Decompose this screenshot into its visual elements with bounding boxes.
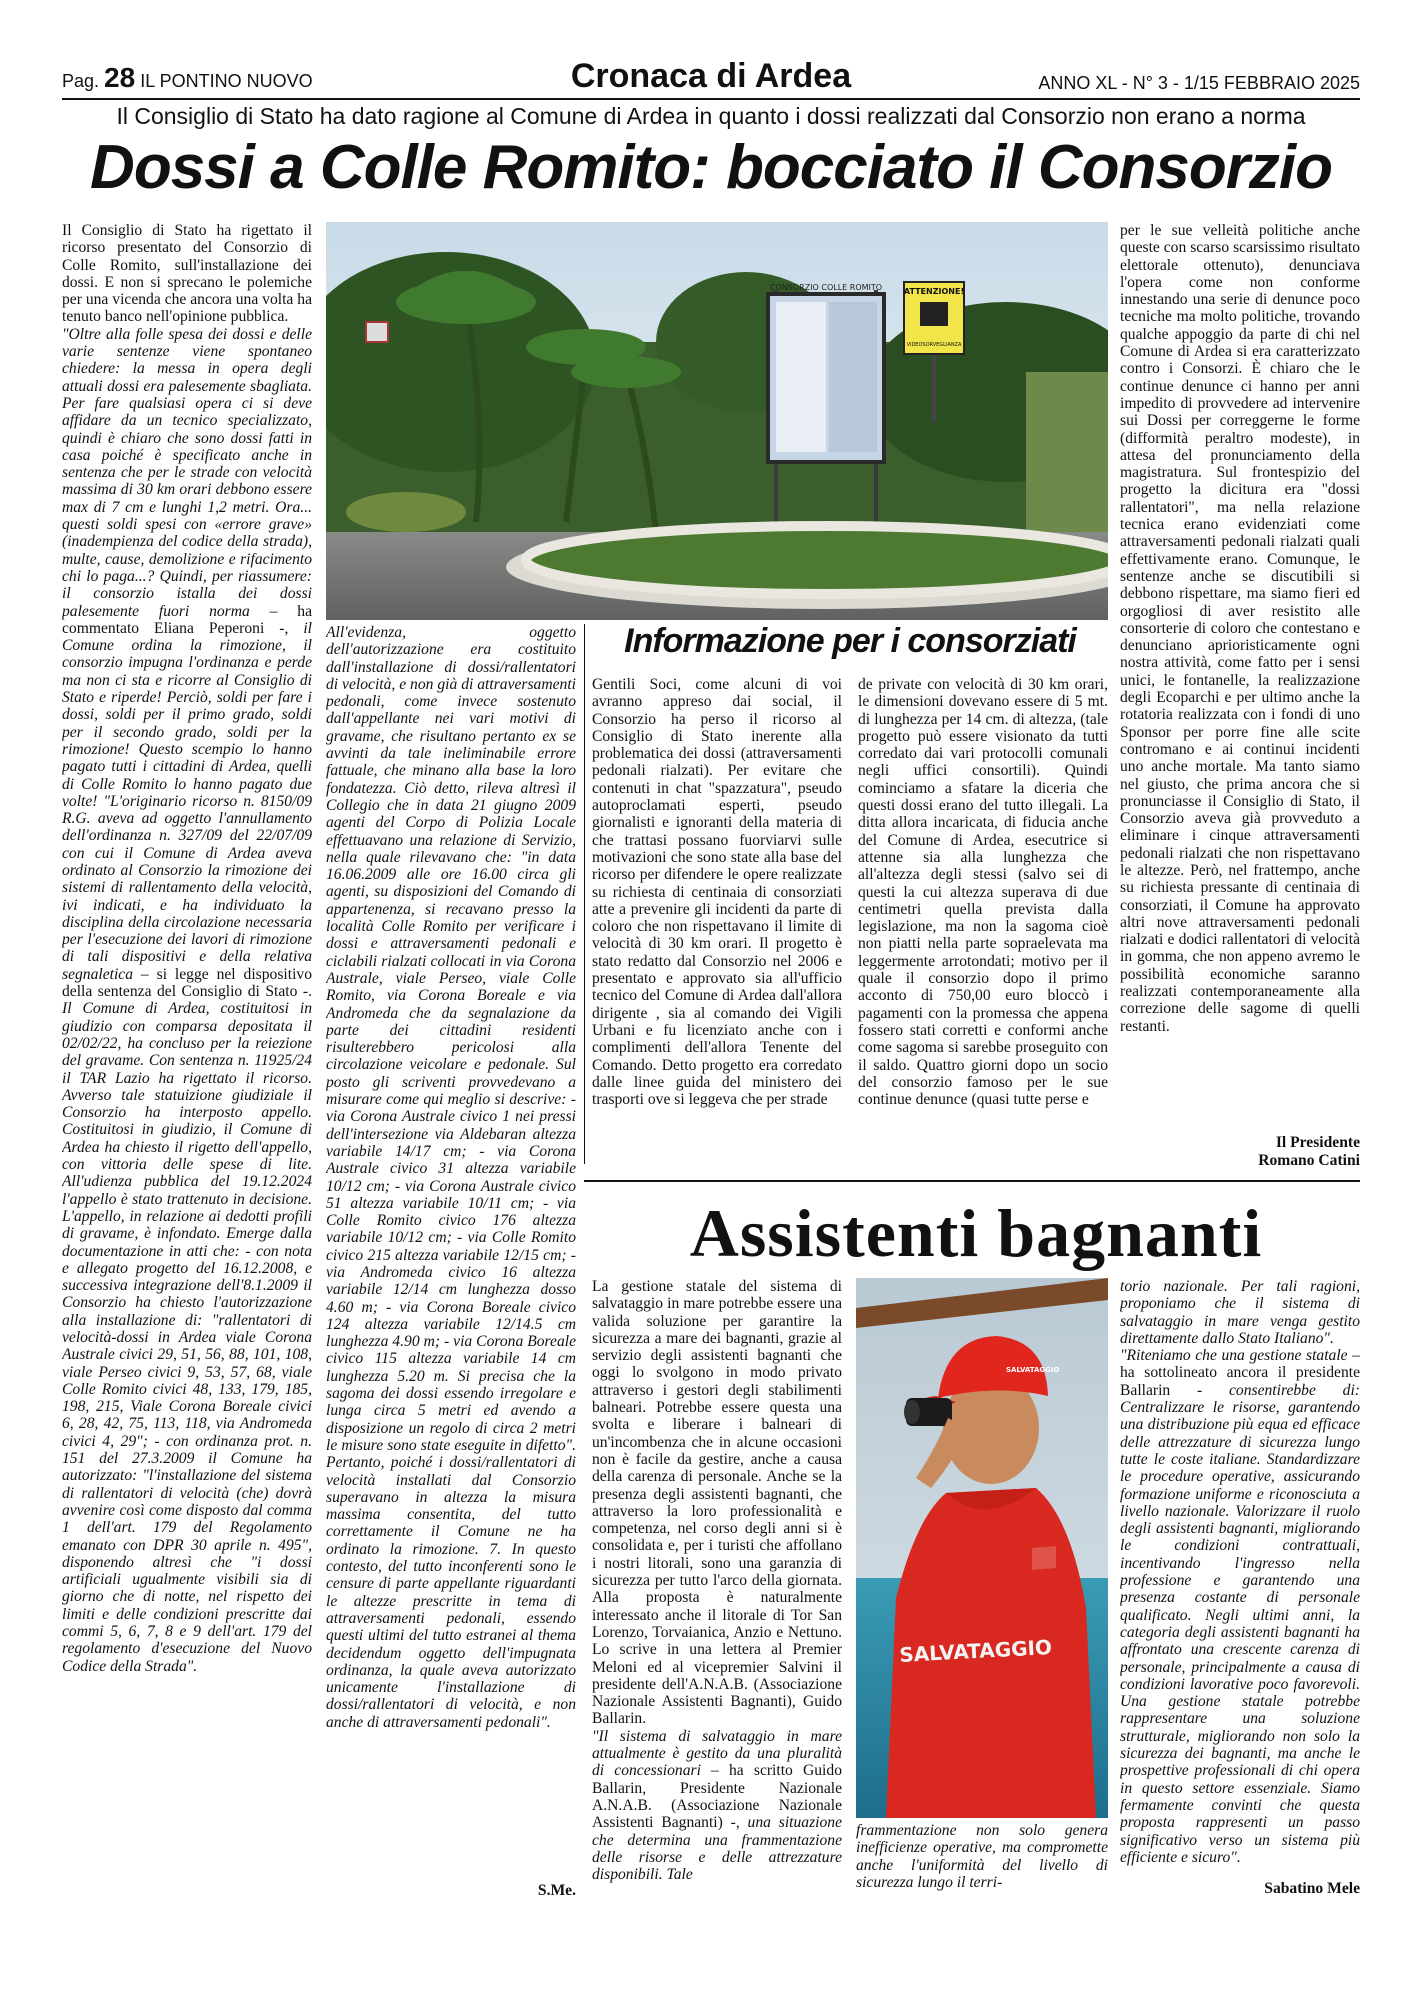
publication-name: IL PONTINO NUOVO — [140, 71, 313, 91]
lifeguard-article-col1 — [592, 1278, 842, 1898]
roundabout-photo — [326, 222, 1108, 620]
page-header — [62, 57, 1360, 100]
info-article-col3 — [1120, 222, 1360, 1130]
lifeguard-article-col2 — [856, 1822, 1108, 1898]
page-label: Pag. — [62, 71, 100, 91]
sign-header-text: ATTENZIONE! — [903, 287, 965, 296]
issue-info: ANNO XL - N° 3 - 1/15 FEBBRAIO 2025 — [1038, 73, 1360, 93]
article-kicker: Il Consiglio di Stato ha dato ragione al Comune di Ardea in quanto i dossi realizzati dal Consorzio non erano a norma — [116, 103, 1306, 129]
lifeguard-col3-quote: torio nazionale. Per tali ragioni, proponiamo che il sistema di salvataggio in mare venga gestito direttamente dallo Stato Italiano". — [1120, 1278, 1360, 1347]
lifeguard-col1-quote: "Il sistema di salvataggio in mare attualmente è gestito da una pluralità di concessionari — [592, 1727, 842, 1780]
lifeguard-article-signature: Sabatino Mele — [1264, 1880, 1360, 1897]
info-article-col1 — [592, 676, 842, 1166]
roundabout-photo-svg — [326, 222, 1108, 620]
page-number: 28 — [104, 62, 136, 93]
lifeguard-photo-svg — [856, 1278, 1108, 1818]
main-article-attribution2: – si legge nel dispositivo della sentenza del Consiglio di Stato -. — [62, 965, 312, 1001]
lifeguard-col1-quote2: una situazione che determina una frammentazione delle risorse e delle attrezzature disponibili. Tale — [592, 1814, 842, 1884]
info-article-col2-text: de private con velocità di 30 km orari, le dimensioni dovevano essere di 5 mt. di lunghezza per 14 cm. di altezza, (tale progetto può essere visionato da tutti corredato dai vari protocolli comunali negli uffici consortili). Quindi cominciamo a sfatare la diceria che questi dossi erano del tutto illegali. La ditta allora incaricata, di fiducia anche del Comune di Ardea, esecutrice si attenne sia alla lunghezza che all'altezza degli stessi (salvo sei di questi la cui altezza superava di due centimetri quella prevista dalla legislazione, ma non la sagoma cioè non piatti nella parte sopraelevata ma leggermente arrotondati; motivo per il quale il consorzio dopo il primo acconto di 750,00 euro bloccò i pagamenti con la promessa che appena fossero stati corretti e conformi anche come sagoma si sarebbe proseguito con il saldo. Quattro giorni dopo un socio del consorzio famoso per le sue continue denunce (quasi tutte perse e — [858, 676, 1108, 1109]
main-article-quote2: il Comune ordina la rimozione, il consorzio impugna l'ordinanza e perde ma non ci sta e ricorre al Consiglio di Stato e riperde! Perciò, soldi per fare i dossi, soldi per il primo grado, soldi per il secondo grado, soldi per la rimozione! Questo scempio lo hanno pagato tutti i cittadini di Ardea, quelli di Colle Romito lo hanno pagato due volte! "L'originario ricorso n. 8150/09 R.G. aveva ad oggetto l'annullamento dell'ordinanza n. 327/09 del 22/07/09 con cui il Comune di Ardea aveva ordinato al Consorzio la rimozione dei sistemi di rallentamento della velocità, ivi indicati, e ha individuato la disciplina della circolazione necessaria per l'esecuzione dei lavori di rimozione di tali dispositivi e della relativa segnaletica — [62, 619, 312, 983]
main-article-intro: Il Consiglio di Stato ha rigettato il ricorso presentato del Consorzio di Colle Romito, sull'installazione dei dossi. E non si sprecano le polemiche per una vicenda che ancora una volta ha tenuto banco nell'opinione pubblica. — [62, 222, 312, 326]
main-article-col2-text: All'evidenza, oggetto dell'autorizzazione era costituito dall'installazione di dossi/rallentatori di velocità, e non già di attraversamenti pedonali, come invece sostenuto dall'appellante nei vari motivi di gravame, che risultano pertanto ex se avvinti da tale ineliminabile errore fattuale, che minano alla base la loro fondatezza. Ciò detto, rileva altresì il Collegio che in data 21 giugno 2009 agenti del Corpo di Polizia Locale effettuavano una relazione di Servizio, nella quale rilevavano che: "in data 16.06.2009 alle ore 16.00 circa gli agenti, su disposizioni del Comando di appartenenza, si recavano presso la località Colle Romito per verificare i dossi e attraversamenti pedonali e ciclabili rialzati collocati in via Corona Australe, viale Perseo, viale Colle Romito, via Corona Boreale e via Andromeda che da segnalazione da parte dei cittadini residenti risulterebbero pericolosi alla circolazione veicolare e pedonale. Sul posto gli scriventi provvedevano a misurare come qui meglio si descrive: - via Corona Australe civico 1 nei pressi dell'intersezione via Aldebaran altezza variabile 14/17 cm; - via Corona Australe civico 31 altezza variabile 10/12 cm; - via Corona Australe civico 51 altezza variabile 10/11 cm; - via Colle Romito civico 176 altezza variabile 10/12 cm; - via Colle Romito civico 215 altezza variabile 12/15 cm; - via Andromeda civico 16 altezza variabile 12/14 cm lunghezza dosso 4.60 m; - via Corona Boreale civico 124 altezza variabile 12/14.5 cm lunghezza 4.90 m; - via Corona Boreale civico 115 altezza variabile 14 cm lunghezza 5.20 m. Si precisa che la sagoma dei dossi essendo irregolare e lunga circa 5 metri ed avendo a disposizione un regolo di circa 2 metri le misure sono state eseguite in difetto". Pertanto, poiché i dossi/rallentatori di velocità installati dal Consorzio superavano in altezza la misura massima consentita, del tutto correttamente il Comune ne ha ordinato la rimozione. 7. In questo contesto, del tutto inconferenti sono le censure di parte appellante riguardanti le altezze prescritte in tema di attraversamenti pedonali, essendo questi ultimi del tutto estranei al thema decidendum oggetto dell'impugnata ordinanza, la quale aveva autorizzato unicamente l'installazione di dossi/rallentatori di velocità, e non anche di attraversamenti pedonali". — [326, 624, 576, 1731]
lifeguard-col2-text: frammentazione non solo genera inefficienze operative, ma compromette anche l'uniformità del livello di sicurezza lungo il terri- — [856, 1822, 1108, 1891]
info-article-col2 — [858, 676, 1108, 1166]
info-article-col3-text: per le sue velleità politiche anche queste con scarso scarsissimo risultato elettorale ottenuto), denunciava l'opera come non conforme innestando una serie di denunce poco tecniche ma molto politiche, trovando qualche appoggio da parte di chi nel Comune di Ardea si era caratterizzato contro i Consorzi. È chiaro che le continue denunce ci hanno per anni impedito di provvedere ad intervenire sui Dossi per correggerne le forme (difformità peraltro modeste), in attesa del pronunciamento della magistratura. Sul frontespizio del progetto la dicitura era "dossi rallentatori", ma nella relazione tecnica erano evidenziati come attraversamenti pedonali rialzati quali effettivamente erano. Comunque, le sentenze anche se discutibili si debbono rispettare, ma siamo fieri ed orgogliosi di aver resistito alle consorterie di coloro che contestano e denunciano aprioristicamente ogni nostra attività, come fatto per i sensi unici, le fontanelle, la realizzazione degli Ecoparchi e per ultimo anche la rotatoria realizzata con i fondi di uno Sponsor per porre fine alle scite contromano e ai continui incidenti uno anche mortale. Ma tanto siamo nel giusto, che prima ancora che si pronunciasse il Consiglio di Stato, il Consorzio aveva già provveduto a eliminare i cinque attraversamenti pedonali rialzati che non rispettavano le altezze. Però, nel frattempo, anche su richiesta pressante di centinaia di consorziati, il Comune ha approvato altri nove attraversamenti pedonali rialzati e dodici rallentatori di velocità in gomma, che non appeno avremo le possibilità economiche saranno realizzati contemporaneamente alla correzione delle sagome di quelli restanti. — [1120, 222, 1360, 1035]
info-article-signature-role: Il Presidente — [1275, 1134, 1360, 1151]
info-article-title: Informazione per i consorziati — [624, 622, 1076, 660]
lifeguard-article-col3 — [1120, 1278, 1360, 1868]
main-article-quote3: Il Comune di Ardea, costituitosi in giudizio con comparsa depositata il 02/02/22, ha concluso per la reiezione del gravame. Con sentenza n. 11925/24 il TAR Lazio ha rigettato il ricorso. Avverso tale statuizione giudiziale il Consorzio ha interposto appello. Costituitosi in giudizio, il Comune di Ardea ha chiesto il rigetto dell'appello, con vittoria delle spese di lite. All'udienza pubblica del 19.12.2024 l'appello è stato trattenuto in decisione. L'appello, in relazione ai dedotti profili di gravame, è infondato. Emerge dalla documentazione in atti che: - con nota e allegato progetto del 16.12.2008, e successiva integrazione dell'8.1.2009 il Consorzio ha chiesto l'autorizzazione alla installazione di: "rallentatori di velocità-dossi in Ardea viale Corona Australe civici 29, 51, 56, 88, 101, 108, viale Perseo civici 9, 53, 57, 68, viale Colle Romito civici 48, 133, 179, 185, 198, 215, Viale Corona Boreale civici 6, 28, 42, 75, 113, 118, via Andromeda civici 4, 29"; - con ordinanza prot. n. 151 del 27.3.2009 il Comune ha autorizzato: "l'installazione del sistema di rallentatori di velocità (che) dovrà avvenire così come disposto dal comma 1 dell'art. 179 del Regolamento emanato con DPR 30 aprile n. 495", disponendo altresì che "i dossi artificiali ugualmente visibili sia di giorno che di notte, nel rispetto dei limiti e delle condizioni prescritte dai commi 5, 6, 7, 8 e 9 dell'art. 179 del regolamento d'esecuzione del Nuovo Codice della Strada". — [62, 1000, 312, 1675]
lifeguard-col1-attribution: – ha scritto Guido Ballarin, Presidente Nazionale A.N.A.B. (Associazione Nazionale Assistenti Bagnanti) -, — [592, 1762, 842, 1832]
board-title: CONSORZIO COLLE ROMITO — [769, 283, 883, 292]
lifeguard-col3-attribution: – ha sottolineato ancora il presidente Ballarin - — [1120, 1347, 1360, 1399]
sign-footer-text: VIDEOSORVEGLIANZA — [906, 342, 962, 348]
main-article-col2 — [326, 624, 576, 1898]
lifeguard-col3-text: "Riteniamo che una gestione statale — [1120, 1347, 1348, 1365]
lifeguard-col1-text: La gestione statale del sistema di salvataggio in mare potrebbe essere una valida soluzione per garantire la sicurezza a mare dei bagnanti, grazie al servizio degli assistenti bagnanti che oggi lo svolgono in modo privato attraverso i gestori degli stabilimenti balneari. Potrebbe essere questa una svolta e liberare i balneari di un'incombenza che in alcune occasioni non è facile da gestire, anche a causa della carenza di personale. Anche se la presenza degli assistenti bagnanti, che attraverso la loro professionalità e competenza, nel corso degli anni si è consolidata e, per i turisti che affollano i nostri litorali, sono una garanzia di sicurezza per tutto l'arco della giornata. Alla proposta è naturalmente interessato anche il litorale di Tor San Lorenzo, Torvaianica, Anzio e Nettuno. Lo scrive in una lettera al Premier Meloni ed al vicepremier Salvini il presidente dell'A.N.A.B. (Associazione Nazionale Assistenti Bagnanti), Guido Ballarin. — [592, 1278, 842, 1728]
main-article-col1 — [62, 222, 312, 1922]
article-headline: Dossi a Colle Romito: bocciato il Consorzio — [90, 133, 1332, 202]
main-article-attribution: – ha commentato Eliana Peperoni -, — [62, 602, 312, 637]
main-article-quote: "Oltre alla folle spesa dei dossi e delle varie sentenze viene spontaneo chiedere: la messa in opera degli attuali dossi era palesemente sbagliata. Per fare qualsiasi opera ci si deve affidare da un tecnico specializzato, quindi è chiaro che sono dossi fatti in casa poiché è specificato anche in sentenza che per le strade con velocità massima di 30 km orari debbono essere max di 7 cm e lunghi 1,2 metri. Ora... questi soldi spesi con «errore grave» (inadempienza del codice della strada), multe, cause, demolizione e rifacimento chi lo paga...? Quindi, per riassumere: il consorzio istalla dei dossi palesemente fuori norma — [62, 325, 312, 620]
lifeguard-photo — [856, 1278, 1108, 1888]
column-divider — [584, 624, 585, 1164]
info-article-signature-name: Romano Catini — [1258, 1152, 1360, 1169]
main-article-signature: S.Me. — [537, 1882, 576, 1899]
section-divider — [584, 1180, 1360, 1182]
cap-text: SALVATAGGIO — [1006, 1366, 1060, 1374]
shirt-text: SALVATAGGIO — [898, 1635, 1053, 1667]
lifeguard-col3-quote2: consentirebbe di: Centralizzare le risorse, garantendo una distribuzione più equa ed efficace delle attrezzature di sicurezza lungo tutte le coste italiane. Standardizzare le procedure operative, assicurando formazione uniforme e riconosciuta a livello nazionale. Valorizzare il ruolo degli assistenti bagnanti, migliorando le condizioni contrattuali, incentivando l'ingresso nella professione e garantendo una presenza costante di personale qualificato. Negli ultimi anni, la categoria degli assistenti bagnanti ha affrontato una crescente carenza di personale, principalmente a causa di condizioni lavorative poco favorevoli. Una gestione statale potrebbe rappresentare una soluzione strutturale, migliorando non solo la sicurezza dei bagnanti, ma anche le prospettive professionali di chi opera in questo settore essenziale. Siamo fermamente convinti che questa proposta rappresenti un passo significativo verso un sistema più efficiente e sicuro". — [1120, 1381, 1360, 1866]
lifeguard-article-title: Assistenti bagnanti — [689, 1195, 1263, 1271]
info-article-col1-text: Gentili Soci, come alcuni di voi avranno appreso dai social, il Consorzio ha perso il ricorso al Consiglio di Stato inerente alla problematica dei dossi (attraversamenti pedonali rialzati). Per evitare che contenuti in chat "spazzatura", pseudo autoproclamati esperti, pseudo giornalisti e ignoranti della materia di che trattasi possano fuorviarvi sulle motivazioni che sono state alla base del ricorso per difendere le opere realizzate su richiesta di centinaia di consorziati atte a prevenire gli incidenti da parte di coloro che non rispettavano il limite di velocità di 30 km orari. Il progetto è stato redatto dal Consorzio nel 2006 e presentato e approvato sia all'ufficio tecnico del Comune di Ardea dall'allora dirigente , sia al comando dei Vigili Urbani e fu licenziato anche con i complimenti dell'allora Tenente del Comando. Detto progetto era corredato dalle linee guida del ministero dei trasporti ove si leggeva che per strade — [592, 676, 842, 1109]
section-title: Cronaca di Ardea — [570, 57, 852, 95]
